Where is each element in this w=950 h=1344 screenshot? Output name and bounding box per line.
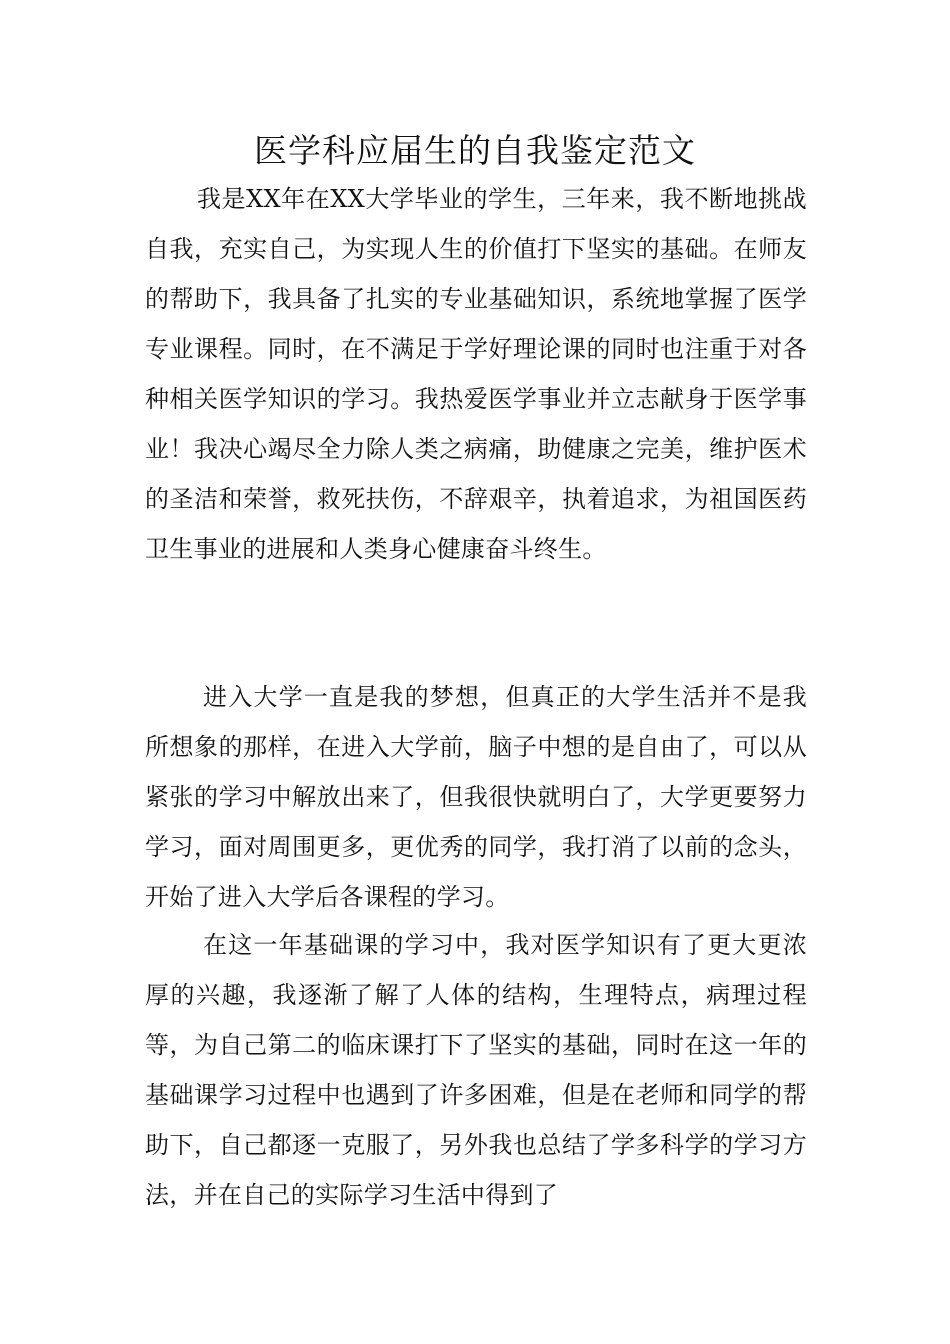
paragraph-1: 我是XX年在XX大学毕业的学生，三年来，我不断地挑战自我，充实自己，为实现人生的价值打下坚实的基础。在师友的帮助下，我具备了扎实的专业基础知识，系统地掌握了医学专业课程。同时，在不满足于学好理论课的同时也注重于对各种相关医学知识的学习。我热爱医学事业并立志献身于医学事业！我决心竭尽全力除人类之病痛，助健康之完美，维护医术的圣洁和荣誉，救死扶伤，不辞艰辛，执着追求，为祖国医药卫生事业的进展和人类身心健康奋斗终生。: [145, 185, 807, 563]
paragraph-2: 进入大学一直是我的梦想，但真正的大学生活并不是我所想象的那样，在进入大学前，脑子中想的是自由了，可以从紧张的学习中解放出来了，但我很快就明白了，大学更要努力学习，面对周围更多，更优秀的同学，我打消了以前的念头，开始了进入大学后各课程的学习。: [145, 683, 807, 911]
document-title: 医学科应届生的自我鉴定范文: [254, 131, 696, 170]
paragraph-3: 在这一年基础课的学习中，我对医学知识有了更大更浓厚的兴趣，我逐渐了解了人体的结构，生理特点，病理过程等，为自己第二的临床课打下了坚实的基础，同时在这一年的基础课学习过程中也遇到了许多困难，但是在老师和同学的帮助下，自己都逐一克服了，另外我也总结了学多科学的学习方法，并在自己的实际学习生活中得到了: [145, 931, 807, 1209]
